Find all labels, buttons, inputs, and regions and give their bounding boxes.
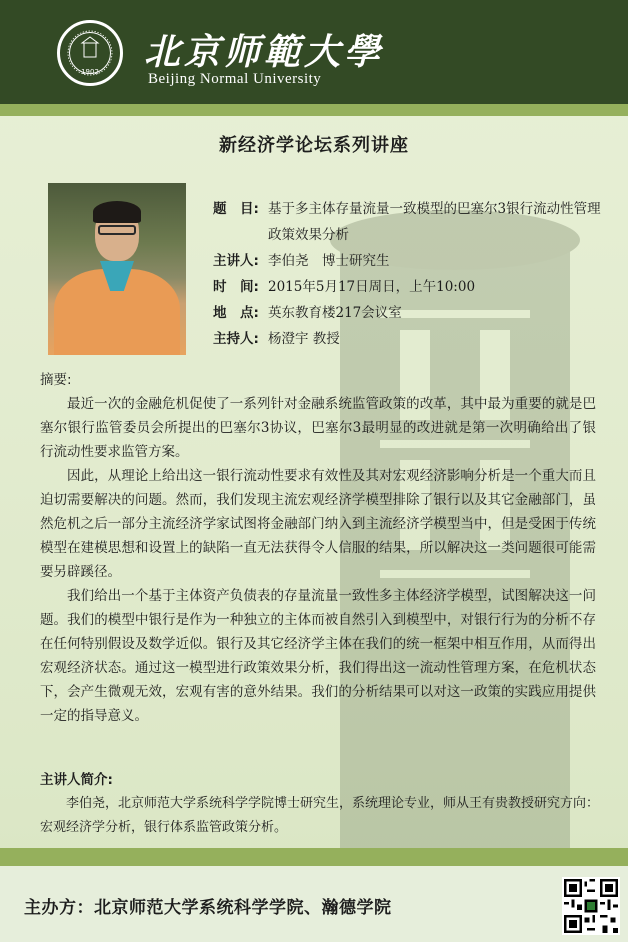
lecture-info: [213, 196, 613, 352]
bio-heading: 主讲人简介:: [40, 772, 113, 788]
time-value: 2015年5月17日周日，上午10:00: [268, 279, 476, 295]
abstract-paragraph: 最近一次的金融危机促使了一系列针对金融系统监管政策的改革，其中最为重要的就是巴塞尔银行监管委员会所提出的巴塞尔3协议，巴塞尔3最明显的改进就是第一次明确给出了银行流动性要求监管方案。: [40, 396, 596, 460]
info-row-speaker: [213, 248, 613, 274]
poster-title: 新经济学论坛系列讲座: [219, 135, 409, 156]
info-row-time: [213, 274, 613, 300]
host-value: 杨澄宇 教授: [268, 331, 340, 347]
abstract-body: [40, 392, 596, 728]
abstract-heading: 摘要:: [40, 372, 72, 388]
time-label: 时 间:: [213, 279, 259, 295]
host-label: 主持人:: [213, 331, 259, 347]
info-row-place: [213, 300, 613, 326]
info-row-topic: [213, 196, 613, 248]
topic-value: 基于多主体存量流量一致模型的巴塞尔3银行流动性管理政策效果分析: [268, 201, 601, 243]
header-bar: [0, 0, 628, 104]
footer-stripe: [0, 848, 628, 866]
topic-label: 题 目:: [213, 201, 259, 217]
qr-code: [562, 877, 620, 935]
bio-text: 李伯尧，北京师范大学系统科学学院博士研究生，系统理论专业，师从王有贵教授研究方向：宏观经济学分析，银行体系监管政策分析。: [40, 796, 600, 835]
speaker-label: 主讲人:: [213, 253, 259, 269]
info-row-host: [213, 326, 613, 352]
speaker-photo: [48, 183, 186, 355]
place-label: 地 点:: [213, 305, 259, 321]
university-name-cn: 北京师範大學: [144, 31, 385, 73]
abstract-paragraph: 因此，从理论上给出这一银行流动性要求有效性及其对宏观经济影响分析是一个重大而且迫切需要解决的问题。然而，我们发现主流宏观经济学模型排除了银行以及其它金融部门，虽然危机之后一部分主流经济学家试图将金融部门纳入到主流经济学模型当中，但是受困于传统模型在建模思想和设置上的缺陷一直无法获得令人信服的结果，所以解决这一类问题很可能需要另辟蹊径。: [40, 468, 596, 580]
seal-year: 1902: [81, 68, 99, 76]
header-stripe: [0, 104, 628, 116]
speaker-value: 李伯尧 博士研究生: [268, 253, 390, 269]
qr-code-pattern: [564, 879, 618, 933]
photo-glasses: [98, 225, 136, 235]
abstract-paragraph: 我们给出一个基于主体资产负债表的存量流量一致性多主体经济学模型，试图解决这一问题。我们的模型中银行是作为一种独立的主体而被自然引入到模型中，对银行行为的分析不存在任何特别假设及数学近似。银行及其它经济学主体在我们的统一框架中相互作用，从而得出宏观经济状态。通过这一模型进行政策效果分析，我们得出这一流动性管理方案，在危机状态下，会产生微观无效，宏观有害的意外结果。我们的分析结果可以对这一政策的实践应用提供一定的指导意义。: [40, 588, 596, 724]
organizer-text: 主办方：北京师范大学系统科学学院、瀚德学院: [24, 898, 392, 918]
university-seal-logo: [57, 20, 123, 86]
university-name-en: Beijing Normal University: [148, 71, 322, 87]
photo-hair: [93, 201, 141, 223]
place-value: 英东教育楼217会议室: [268, 305, 402, 321]
